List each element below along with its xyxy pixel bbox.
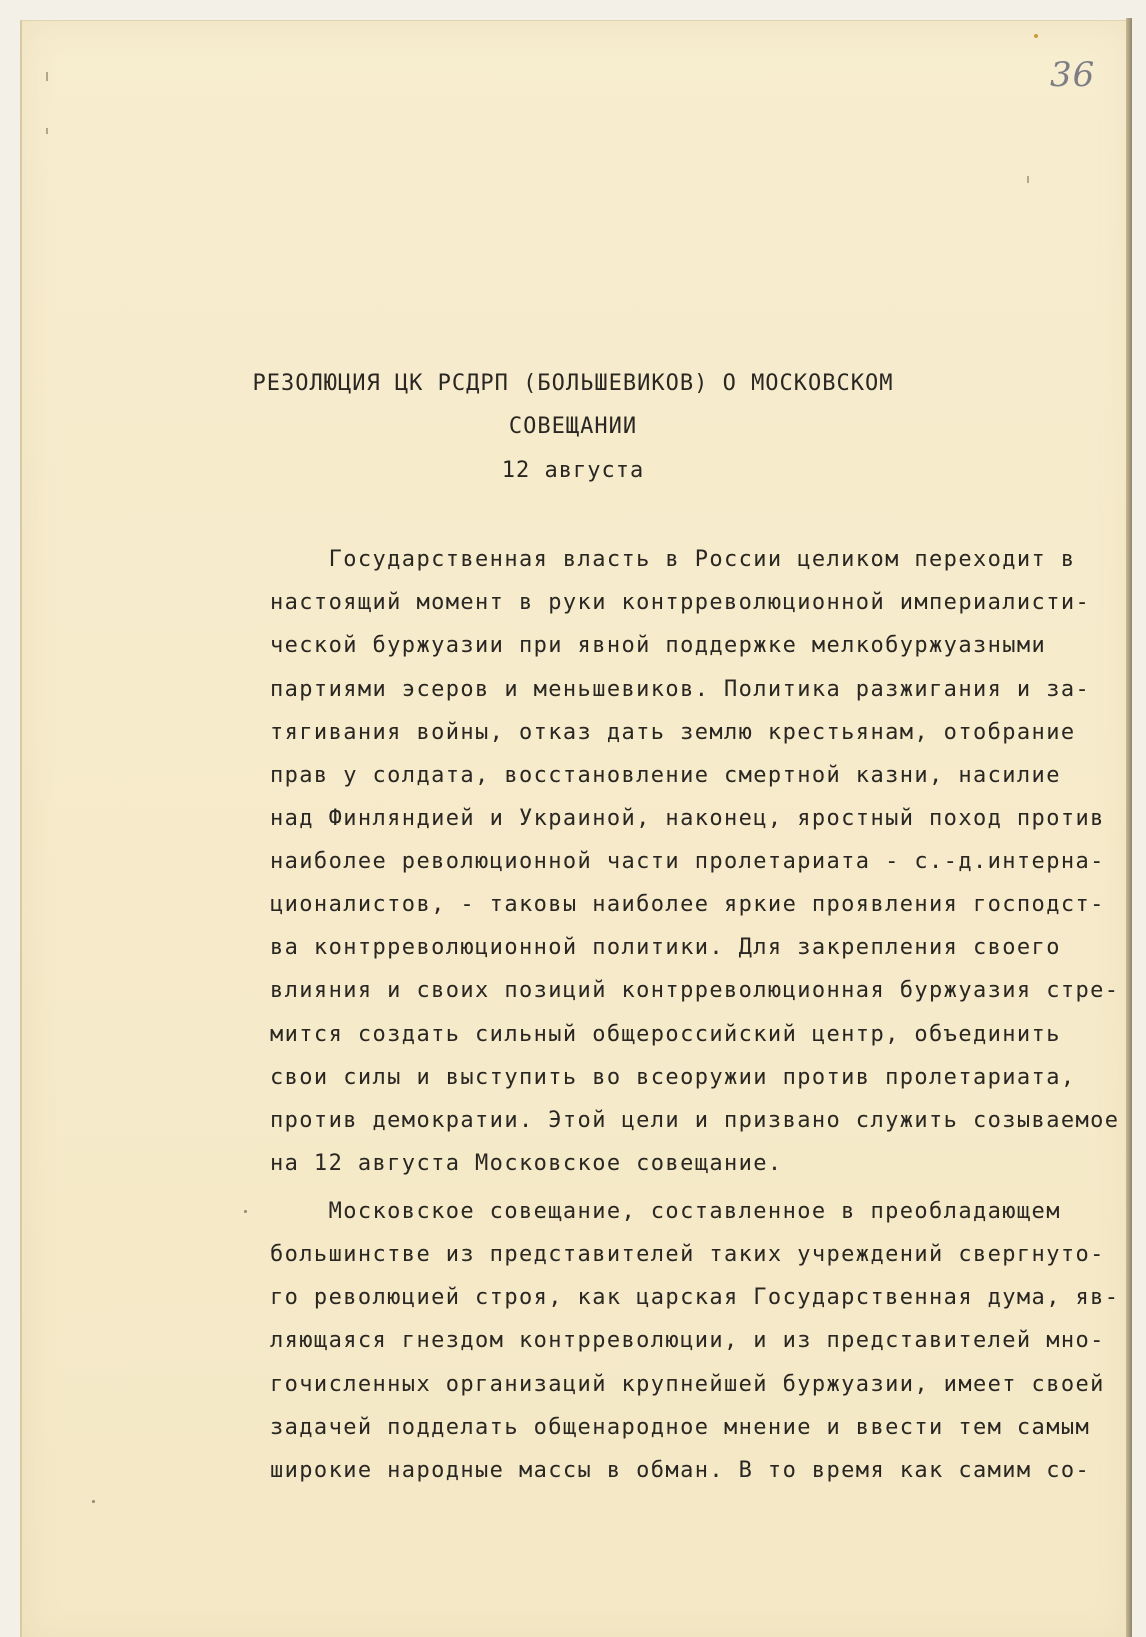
paper-speck bbox=[92, 1500, 95, 1503]
document-date: 12 августа bbox=[501, 458, 645, 483]
body-line: Государственная власть в России целиком переходит в bbox=[270, 547, 1076, 572]
document-title-line-1: РЕЗОЛЮЦИЯ ЦК РСДРП (БОЛЬШЕВИКОВ) О МОСКОВСКОМ bbox=[252, 371, 894, 396]
body-line: наиболее революционной части пролетариата - с.-д.интерна- bbox=[270, 849, 1105, 874]
body-line: ва контрреволюционной политики. Для закрепления своего bbox=[270, 935, 1061, 960]
body-line: го революцией строя, как царская Государственная дума, яв- bbox=[270, 1285, 1120, 1310]
body-line: над Финляндией и Украиной, наконец, яростный поход против bbox=[270, 806, 1105, 831]
body-line: большинстве из представителей таких учреждений свергнуто- bbox=[270, 1242, 1105, 1267]
body-line: гочисленных организаций крупнейшей буржуазии, имеет своей bbox=[270, 1372, 1105, 1397]
body-line: свои силы и выступить во всеоружии против пролетариата, bbox=[270, 1065, 1076, 1090]
body-line: ционалистов, - таковы наиболее яркие проявления господст- bbox=[270, 892, 1105, 917]
margin-mark bbox=[46, 72, 48, 81]
margin-mark bbox=[1027, 176, 1029, 183]
handwritten-page-number: 36 bbox=[1050, 55, 1096, 95]
body-line: влияния и своих позиций контрреволюционная буржуазия стре- bbox=[270, 978, 1120, 1003]
body-line: против демократии. Этой цели и призвано служить созываемое bbox=[270, 1108, 1120, 1133]
body-line: на 12 августа Московское совещание. bbox=[270, 1151, 783, 1176]
paper-speck bbox=[244, 1210, 247, 1213]
body-line: ческой буржуазии при явной поддержке мелкобуржуазными bbox=[270, 633, 1047, 658]
page-edge-shadow bbox=[1126, 18, 1132, 1637]
margin-mark bbox=[46, 128, 48, 134]
body-line: тягивания войны, отказ дать землю крестьянам, отобрание bbox=[270, 720, 1076, 745]
body-line: настоящий момент в руки контрреволюционной империалисти- bbox=[270, 590, 1091, 615]
body-line: партиями эсеров и меньшевиков. Политика разжигания и за- bbox=[270, 677, 1091, 702]
body-line: ляющаяся гнездом контрреволюции, и из представителей мно- bbox=[270, 1328, 1105, 1353]
body-line: мится создать сильный общероссийский центр, объединить bbox=[270, 1022, 1061, 1047]
body-line: Московское совещание, составленное в преобладающем bbox=[270, 1199, 1061, 1224]
body-line: широкие народные массы в обман. В то время как самим со- bbox=[270, 1458, 1091, 1483]
body-line: задачей подделать общенародное мнение и ввести тем самым bbox=[270, 1415, 1091, 1440]
body-line: прав у солдата, восстановление смертной казни, насилие bbox=[270, 763, 1061, 788]
paper-speck bbox=[1034, 34, 1038, 38]
document-title-line-2: СОВЕЩАНИИ bbox=[508, 414, 638, 439]
